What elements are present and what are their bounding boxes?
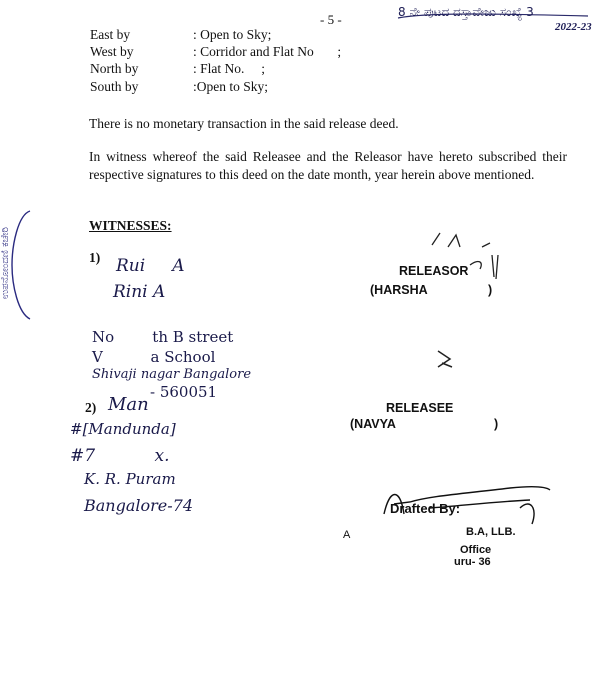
witness-1-address-4: - 560051 <box>150 383 218 401</box>
boundary-north-value: : Flat No. ; <box>193 61 266 76</box>
drafted-by-label: Drafted By: <box>390 501 461 516</box>
witness-2-address-3: Bangalore-74 <box>84 496 194 515</box>
boundary-west-value: : Corridor and Flat No ; <box>193 44 342 59</box>
side-stamp-text: ಉಪನೋಂದಣಿ ಕಚೇರಿ <box>0 227 11 299</box>
boundary-east-value: : Open to Sky; <box>193 27 272 42</box>
witness-1-number: 1) <box>89 250 101 265</box>
witness-2-number: 2) <box>85 400 97 415</box>
releasor-label: RELEASOR <box>399 264 469 278</box>
boundary-east-label: East by <box>90 27 131 42</box>
witnesses-heading: WITNESSES: <box>89 218 172 233</box>
releasee-signature <box>430 345 470 375</box>
witness-2-address-2: K. R. Puram <box>84 470 176 488</box>
boundary-south-value: :Open to Sky; <box>193 79 269 94</box>
releasee-name-close: ) <box>494 417 499 431</box>
drafter-office: Office <box>460 544 492 556</box>
drafter-initial: A <box>343 529 351 541</box>
releasee-name: (NAVYA <box>350 417 396 431</box>
monetary-statement: There is no monetary transaction in the said release deed. <box>89 116 399 131</box>
drafter-city: uru- 36 <box>454 556 491 568</box>
stamp-text: 8 ನೇ ಪುಟದ ದಸ್ತಾವೇಜು ಸಂಖ್ಯೆ 3 <box>398 5 534 19</box>
witness-2-address-1: #7 x. <box>70 446 170 466</box>
witness-2-signature: Man <box>108 394 149 415</box>
page-number: - 5 - <box>320 12 342 27</box>
releasor-name: (HARSHA <box>370 283 428 297</box>
boundary-north-label: North by <box>90 61 139 76</box>
releasee-label: RELEASEE <box>386 401 454 415</box>
witness-2-name: #[Mandunda] <box>70 420 176 438</box>
witness-1-address-1: No th B street <box>92 328 234 346</box>
witness-clause: In witness whereof the said Releasee and the Releasor have hereto subscribed their respective signatures to this deed on the date month, year herein above mentioned. <box>89 149 567 182</box>
releasor-name-close: ) <box>488 283 493 297</box>
drafter-degree: B.A, LLB. <box>466 526 516 538</box>
boundary-south-label: South by <box>90 79 139 94</box>
witness-1-address-3: Shivaji nagar Bangalore <box>92 367 252 382</box>
witness-1-signature: Rui A <box>116 256 185 276</box>
stamp-year: 2022-23 <box>555 21 592 33</box>
witness-1-name: Rini A <box>113 282 166 302</box>
witness-1-address-2: V a School <box>92 348 216 366</box>
boundary-west-label: West by <box>90 44 134 59</box>
